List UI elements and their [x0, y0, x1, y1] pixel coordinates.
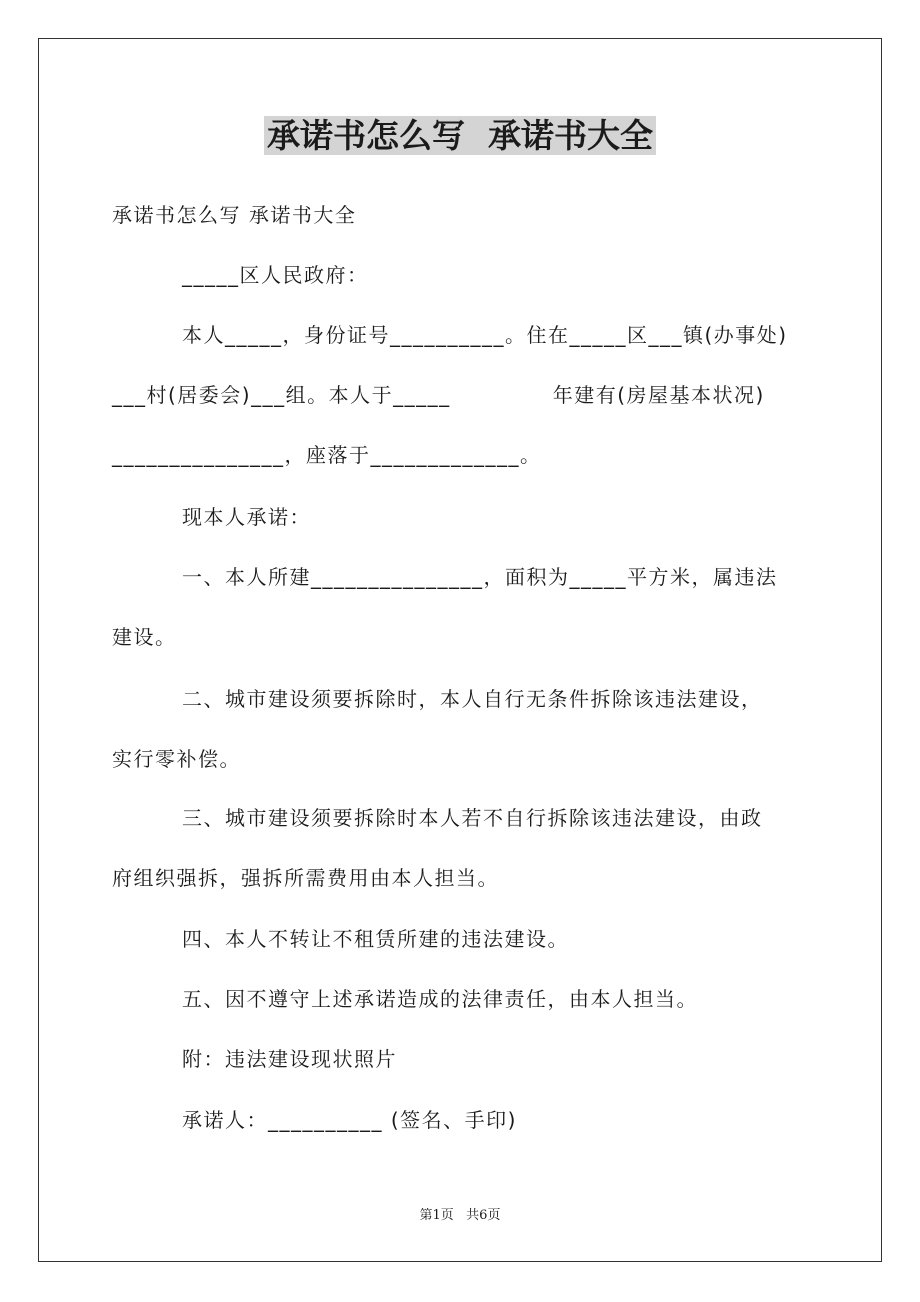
paragraph-line: 建设。: [112, 625, 177, 649]
paragraph-line: 实行零补偿。: [112, 747, 241, 771]
paragraph-line: 本人_____，身份证号__________。住在_____区___镇(办事处): [182, 323, 788, 347]
paragraph-line: 二、城市建设须要拆除时，本人自行无条件拆除该违法建设，: [182, 687, 763, 711]
paragraph-line: 一、本人所建_______________，面积为_____平方米，属违法: [182, 565, 778, 589]
paragraph-line: ___村(居委会)___组。本人于_____ 年建有(房屋基本状况): [112, 383, 765, 407]
paragraph-line: 府组织强拆，强拆所需费用由本人担当。: [112, 866, 499, 890]
paragraph-line: 四、本人不转让不租赁所建的违法建设。: [182, 927, 569, 951]
page-footer: 第1页 共6页: [419, 1208, 501, 1223]
paragraph-line: 三、城市建设须要拆除时本人若不自行拆除该违法建设，由政: [182, 806, 763, 830]
paragraph-line: 附：违法建设现状照片: [182, 1047, 397, 1071]
paragraph-line: 现本人承诺：: [182, 505, 311, 529]
subtitle-line: 承诺书怎么写 承诺书大全: [112, 203, 357, 227]
signature-line: 承诺人：__________ (签名、手印): [182, 1108, 517, 1132]
document-title: [0, 112, 920, 160]
document-title-text: 承诺书怎么写 承诺书大全: [264, 116, 656, 155]
paragraph-line: 五、因不遵守上述承诺造成的法律责任，由本人担当。: [182, 987, 698, 1011]
addressee-line: _____区人民政府：: [182, 263, 369, 287]
paragraph-line: _______________，座落于_____________。: [112, 443, 542, 467]
